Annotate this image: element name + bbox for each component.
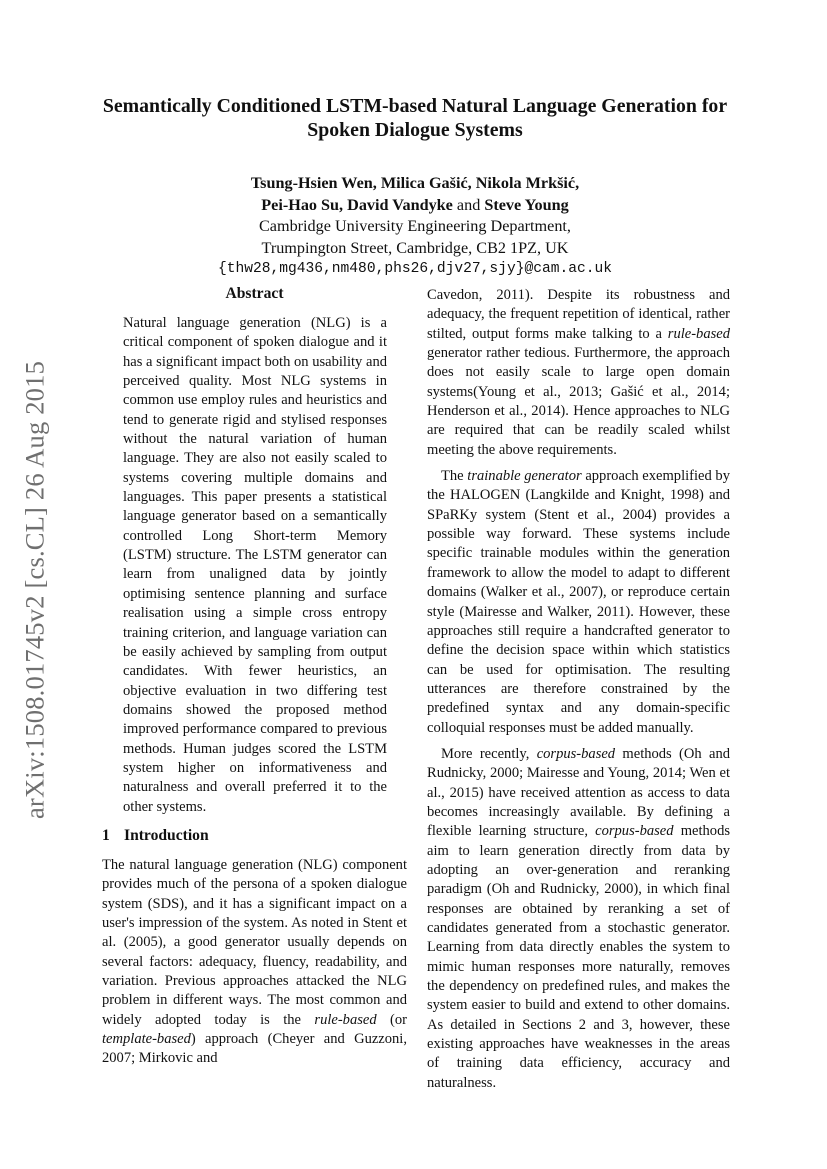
emphasis-trainable-generator: trainable generator [467, 468, 582, 485]
arxiv-identifier: arXiv:1508.01745v2 [cs.CL] 26 Aug 2015 [19, 360, 50, 820]
emphasis-template-based: template-based [102, 1031, 191, 1048]
abstract-heading: Abstract [225, 285, 284, 302]
paper-title [90, 94, 740, 142]
affiliation-line-2: Trumpington Street, Cambridge, CB2 1PZ, UK [261, 238, 569, 257]
title-line-2: Spoken Dialogue Systems [307, 119, 523, 141]
intro-paragraph-1: The natural language generation (NLG) component provides much of the persona of a spoken dialogue system (SDS), and it has a significant impact on a user's impression of the system. As noted in Stent et al. (2005), a good generator usually depends on several factors: adequacy, fluency, readability, and variation. Previous approaches attacked the NLG problem in different ways. The most common and widely adopted today is the rule-based (or template-based) approach (Cheyer and Guzzoni, 2007; Mirkovic and [102, 856, 407, 1067]
section-number: 1 [102, 826, 110, 844]
author-emails: {thw28,mg436,nm480,phs26,djv27,sjy}@cam.ac.uk [217, 261, 613, 277]
intro-paragraph-corpus: More recently, corpus-based methods (Oh and Rudnicky, 2000; Mairesse and Young, 2014; Wen et al., 2015) have received attention as access to data becomes increasingly available. By defining a flexible learning structure, corpus-based methods aim to learn generation directly from data by adopting an over-generation and reranking paradigm (Oh and Rudnicky, 2000), in which final responses are obtained by reranking a set of candidates generated from a stochastic generator. Learning from data directly enables the system to mimic human responses more naturally, removes the dependency on predefined rules, and makes the system easier to build and extend to other domains. As detailed in Sections 2 and 3, however, these existing approaches have weaknesses in the areas of training data efficiency, accuracy and naturalness. [427, 745, 730, 1091]
emphasis-rule-based: rule-based [314, 1011, 377, 1028]
authors-line-2b: Steve Young [484, 195, 569, 214]
left-column [102, 284, 407, 1069]
intro-paragraph-trainable: The trainable generator approach exemplified by the HALOGEN (Langkilde and Knight, 1998) and SPaRKy system (Stent et al., 2004) provides a possible way forward. These systems include specific trainable modules within the generation framework to allow the model to adapt to different domains (Walker et al., 2007), or reproduce certain style (Mairesse and Walker, 2011). However, these approaches still require a handcrafted generator to define the decision space within which statistics can be used for optimisation. The resulting utterances are therefore constrained by the predefined syntax and any domain-specific colloquial responses must be added manually. [427, 468, 730, 736]
intro-paragraph-continued: Cavedon, 2011). Despite its robustness and adequacy, the frequent repetition of identical, rather stilted, output forms make talking to a rule-based generator rather tedious. Furthermore, the approach does not easily scale to large open domain systems(Young et al., 2013; Gašić et al., 2014; Henderson et al., 2014). Hence approaches to NLG are required that can be readily scaled whilst meeting the above requirements. [427, 287, 730, 458]
abstract-text: Natural language generation (NLG) is a critical component of spoken dialogue and it has a significant impact both on usability and perceived quality. Most NLG systems in common use employ rules and heuristics and tend to generate rigid and stylised responses without the natural variation of human language. They are also not easily scaled to systems covering multiple domains and languages. This paper presents a statistical language generator based on a semantically controlled Long Short-term Memory (LSTM) structure. The LSTM generator can learn from unaligned data by jointly optimising sentence planning and surface realisation using a simple cross entropy training criterion, and language variation can be easily achieved by sampling from output candidates. With fewer heuristics, an objective evaluation in two differing test domains showed the proposed method improved performance compared to previous methods. Human judges scored the LSTM system higher on informativeness and naturalness and overall preferred it to the other systems. [123, 315, 387, 815]
emphasis-rule-based: rule-based [667, 325, 730, 342]
section-title: Introduction [124, 826, 209, 844]
affiliation-line-1: Cambridge University Engineering Department, [259, 217, 571, 235]
author-block [90, 173, 740, 281]
right-column [427, 286, 730, 1093]
arxiv-sidebar [4, 330, 66, 850]
authors-and: and [456, 195, 481, 214]
authors-line-2a: Pei-Hao Su, David Vandyke [261, 195, 453, 214]
title-line-1: Semantically Conditioned LSTM-based Natural Language Generation for [102, 95, 728, 117]
authors-line-2 [90, 195, 740, 217]
paper-header [90, 94, 740, 281]
authors-line-1: Tsung-Hsien Wen, Milica Gašić, Nikola Mrkšić, [250, 174, 580, 192]
emphasis-corpus-based: corpus-based [595, 823, 674, 840]
emphasis-corpus-based: corpus-based [536, 745, 616, 762]
section-heading-introduction [102, 826, 407, 846]
